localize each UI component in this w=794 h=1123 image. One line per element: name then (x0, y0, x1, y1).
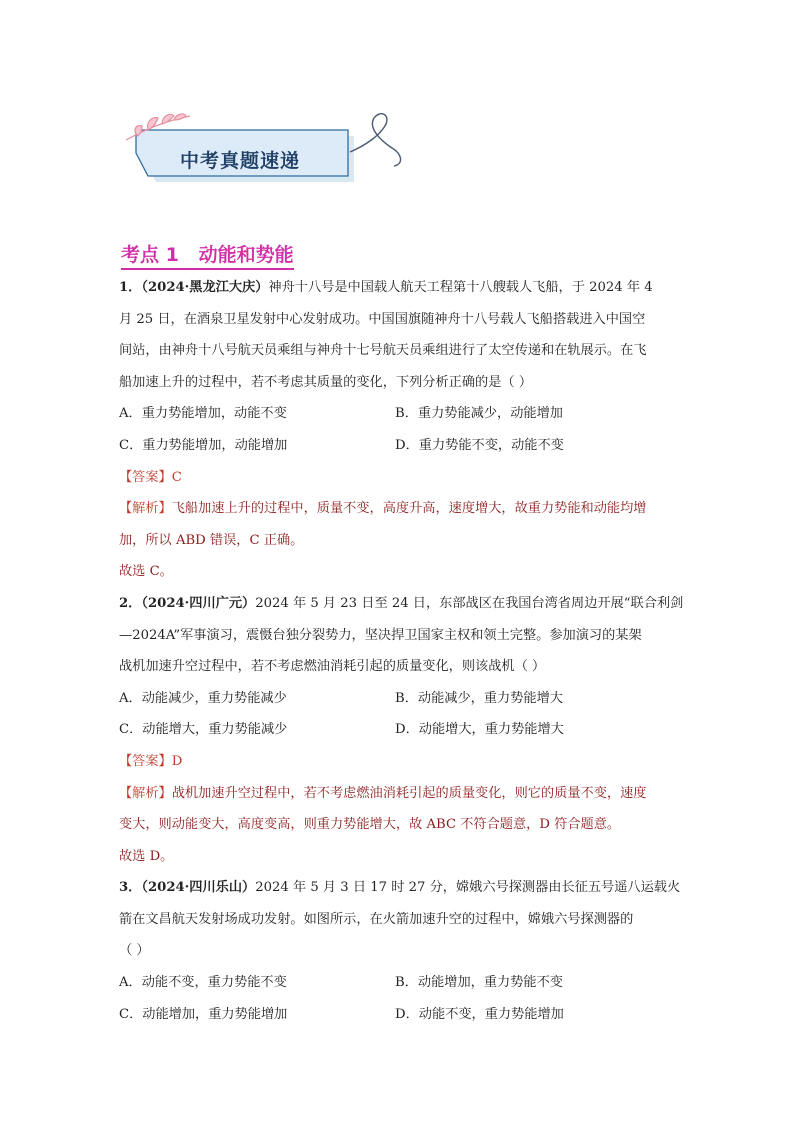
banner-title: 中考真题速递 (180, 150, 301, 172)
section-banner (118, 106, 418, 202)
option-c: C．动能增加，重力势能增加 (119, 1006, 288, 1022)
analysis-label: 【解析】 (119, 785, 172, 801)
question-source: （2024·四川广元） (141, 595, 256, 611)
question-3 (119, 872, 679, 1030)
analysis-line (119, 493, 679, 525)
question-number: 3． (119, 880, 142, 896)
option-d: D．重力势能不变，动能不变 (395, 437, 564, 453)
swirl-icon (350, 114, 401, 166)
question-stem-line: （ ） (119, 943, 150, 959)
question-stem-line: 战机加速升空过程中，若不考虑燃油消耗引起的质量变化，则该战机（ ） (119, 659, 546, 675)
question-stem-line (119, 588, 684, 620)
analysis-text: 战机加速升空过程中，若不考虑燃油消耗引起的质量变化，则它的质量不变，速度 (171, 785, 647, 801)
question-stem-line (119, 872, 679, 904)
option-d: D．动能不变，重力势能增加 (395, 1006, 564, 1022)
option-c: C．动能增大，重力势能减少 (119, 722, 288, 738)
analysis-line: 变大，则动能变大，高度变高，则重力势能增大，故 ABC 不符合题意，D 符合题意。 (119, 817, 621, 833)
question-number: 1． (119, 280, 142, 295)
option-a: A．动能减少，重力势能减少 (119, 690, 287, 706)
answer-value: D (171, 753, 183, 769)
option-a: A．动能不变，重力势能不变 (119, 975, 287, 991)
answer-value: C (171, 469, 182, 485)
option-d: D．动能增大，重力势能增大 (395, 722, 564, 738)
question-1 (119, 272, 679, 588)
options-row (119, 967, 679, 999)
option-b: B．动能增加，重力势能不变 (395, 975, 563, 991)
analysis-line (119, 778, 679, 810)
options-row (119, 430, 679, 462)
question-number: 2． (119, 595, 142, 611)
question-stem-text: 神舟十八号是中国载人航天工程第十八艘载人飞船，于 2024 年 4 (268, 280, 653, 295)
question-stem-line: 间站，由神舟十八号航天员乘组与神舟十七号航天员乘组进行了太空传递和在轨展示。在飞 (119, 343, 647, 359)
question-stem-text: 2024 年 5 月 23 日至 24 日，东部战区在我国台湾省周边开展“联合利剑 (255, 595, 684, 611)
options-row (119, 999, 679, 1031)
question-source: （2024·四川乐山） (141, 880, 256, 896)
options-row (119, 398, 679, 430)
options-row (119, 714, 679, 746)
conclusion-line: 故选 C。 (119, 564, 173, 580)
question-stem-line: 箭在文昌航天发射场成功发射。如图所示，在火箭加速升空的过程中，嫦娥六号探测器的 (119, 911, 634, 927)
conclusion-line: 故选 D。 (119, 848, 174, 864)
analysis-text: 飞船加速上升的过程中，质量不变，高度升高，速度增大，故重力势能和动能均增 (171, 501, 647, 517)
answer-label: 【答案】 (119, 469, 172, 485)
answer-line (119, 746, 679, 778)
answer-label: 【答案】 (119, 753, 172, 769)
options-row (119, 683, 679, 715)
question-2 (119, 588, 684, 872)
question-stem-line: 船加速上升的过程中，若不考虑其质量的变化，下列分析正确的是（ ） (119, 374, 533, 390)
section-heading: 考点 1 动能和势能 (121, 240, 294, 270)
question-stem-line: —2024A”军事演习，震慑台独分裂势力，坚决捍卫国家主权和领土完整。参加演习的某架 (119, 627, 642, 643)
question-stem-text: 2024 年 5 月 3 日 17 时 27 分，嫦娥六号探测器由长征五号遥八运载火 (255, 880, 681, 896)
question-source: （2024·黑龙江大庆） (141, 280, 269, 295)
question-list (119, 272, 684, 1030)
question-stem-line: 月 25 日，在酒泉卫星发射中心发射成功。中国国旗随神舟十八号载人飞船搭载进入中国空 (119, 311, 646, 327)
option-b: B．重力势能减少，动能增加 (395, 406, 563, 422)
option-c: C．重力势能增加，动能增加 (119, 437, 288, 453)
option-a: A．重力势能增加，动能不变 (119, 406, 287, 422)
option-b: B．动能减少，重力势能增大 (395, 690, 563, 706)
question-stem-line (119, 272, 679, 304)
answer-line (119, 462, 679, 494)
analysis-label: 【解析】 (119, 501, 172, 517)
analysis-line: 加，所以 ABD 错误，C 正确。 (119, 532, 304, 548)
